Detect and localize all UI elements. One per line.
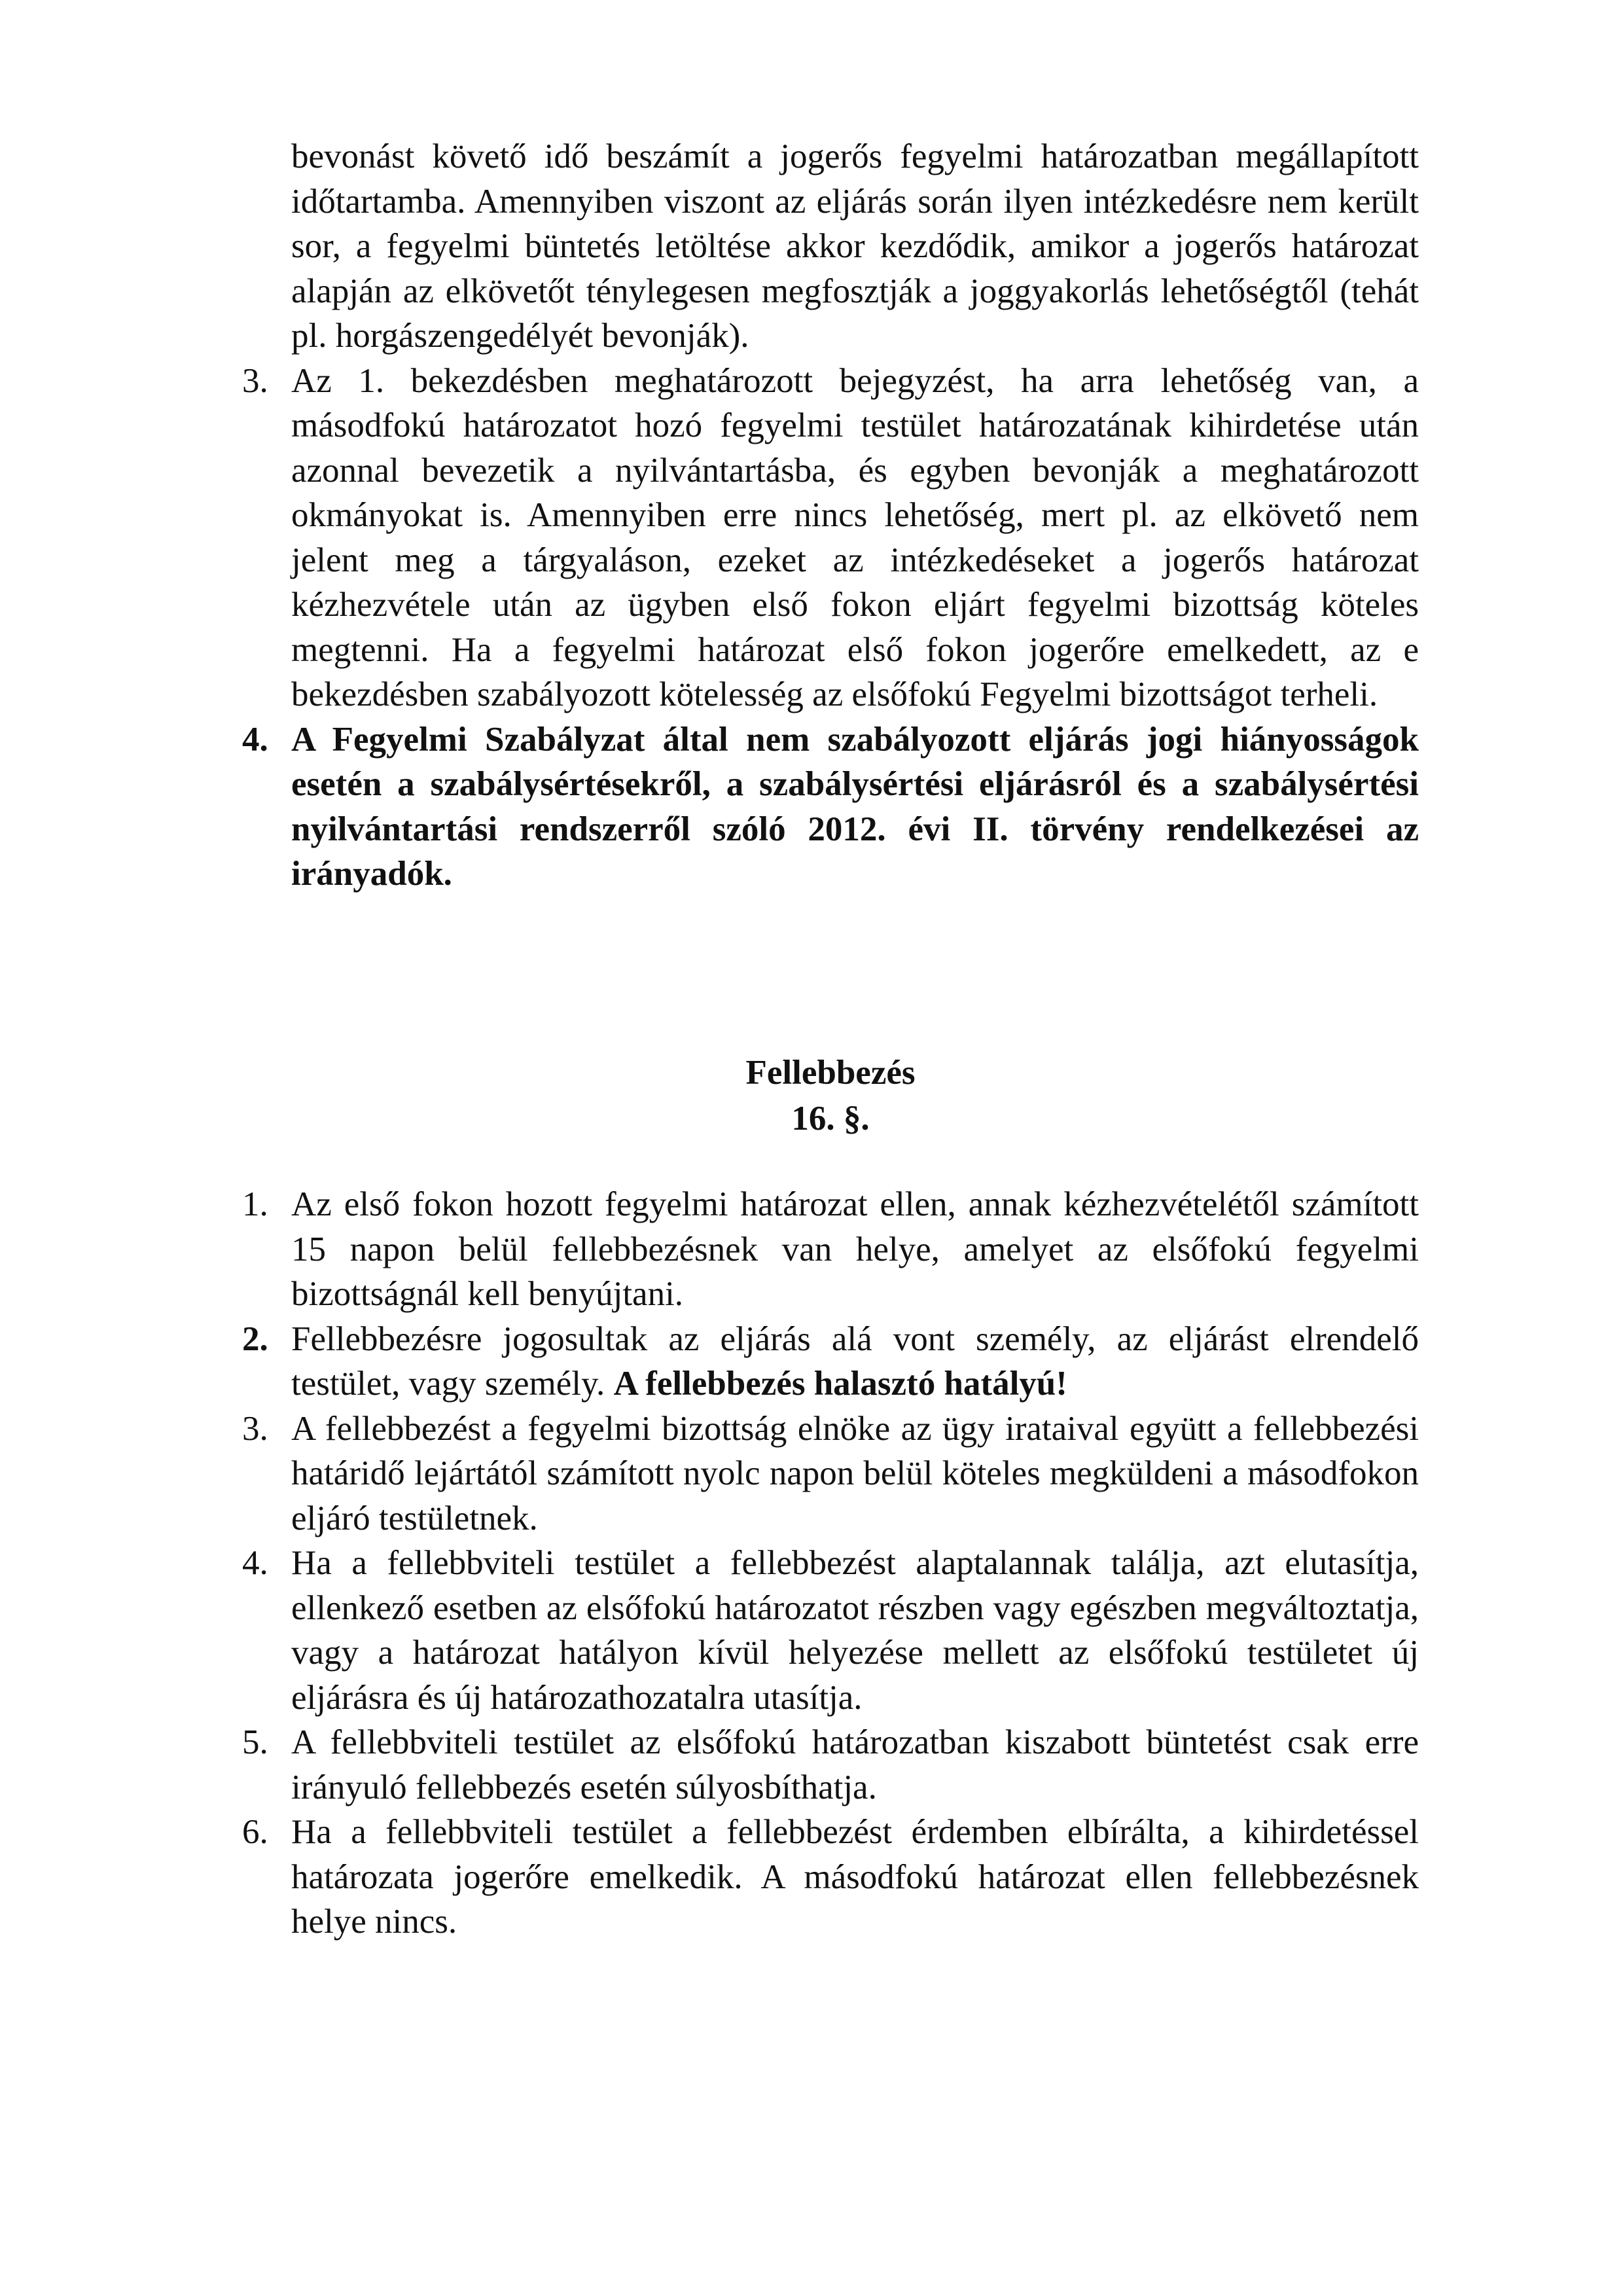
list-item-3	[242, 1407, 1419, 1541]
list-item-4	[242, 1541, 1419, 1720]
list-item-text: A fellebbviteli testület az elsőfokú határozatban kiszabott büntetést csak erre irányuló fellebbezés esetén súlyosbíthatja.	[291, 1723, 1419, 1806]
list-item-4	[242, 717, 1419, 897]
top-section	[242, 134, 1419, 897]
list-item-number: 5.	[242, 1723, 268, 1761]
section-title: Fellebbezés	[745, 1054, 916, 1092]
list-item-5	[242, 1720, 1419, 1810]
list-item-text: Az 1. bekezdésben meghatározott bejegyzést, ha arra lehetőség van, a másodfokú határozatot hozó fegyelmi testület határozatának kihirdetése után azonnal bevezetik a nyilvántartásba, és egyben bevonják a meghatározott okmányokat is. Amennyiben erre nincs lehetőség, mert pl. az elkövető nem jelent meg a tárgyaláson, ezeket az intézkedéseket a jogerős határozat kézhezvétele után az ügyben első fokon eljárt fegyelmi bizottság köteles megtenni. Ha a fegyelmi határozat első fokon jogerőre emelkedett, az e bekezdésben szabályozott kötelesség az elsőfokú Fegyelmi bizottságot terheli.	[291, 361, 1419, 713]
list-item-1	[242, 1182, 1419, 1317]
section-paragraph-number: 16. §.	[791, 1100, 870, 1138]
list-item-number: 2.	[242, 1319, 268, 1358]
list-item-2	[242, 1317, 1419, 1407]
list-item-number: 4.	[242, 720, 268, 759]
list-item-text: Az első fokon hozott fegyelmi határozat ellen, annak kézhezvételétől számított 15 napon belül fellebbezésnek van helye, amelyet az elsőfokú fegyelmi bizottságnál kell benyújtani.	[291, 1185, 1419, 1313]
list-item-text: Ha a fellebbviteli testület a fellebbezést érdemben elbírálta, a kihirdetéssel határozata jogerőre emelkedik. A másodfokú határozat ellen fellebbezésnek helye nincs.	[291, 1813, 1419, 1941]
continuation-paragraph: bevonást követő idő beszámít a jogerős fegyelmi határozatban megállapított időtartamba. Amennyiben viszont az eljárás során ilyen intézkedésre nem került sor, a fegyelmi büntetés letöltése akkor kezdődik, amikor a jogerős határozat alapján az elkövetőt ténylegesen megfosztják a joggyakorlás lehetőségtől (tehát pl. horgászengedélyét bevonják).	[291, 137, 1419, 355]
section-heading	[242, 1050, 1419, 1141]
list-item-text: A fellebbezést a fegyelmi bizottság elnöke az ügy irataival együtt a fellebbezési határidő lejártától számított nyolc napon belül köteles megküldeni a másodfokon eljáró testületnek.	[291, 1409, 1419, 1537]
list-item-text: A Fegyelmi Szabályzat által nem szabályozott eljárás jogi hiányosságok esetén a szabálysértésekről, a szabálysértési eljárásról és a szabálysértési nyilvántartási rendszerről szóló 2012. évi II. törvény rendelkezései az irányadók.	[291, 720, 1419, 893]
list-item-number: 1.	[242, 1185, 268, 1223]
list-item-number: 3.	[242, 1409, 268, 1448]
list-item-number: 3.	[242, 361, 268, 400]
list-item-text: Fellebbezésre jogosultak az eljárás alá vont személy, az eljárást elrendelő testület, vagy személy.	[291, 1319, 1419, 1403]
appeal-section	[242, 1182, 1419, 1945]
list-item-emphasis: A fellebbezés halasztó hatályú!	[613, 1365, 1067, 1403]
list-item-text: Ha a fellebbviteli testület a fellebbezést alaptalannak találja, azt elutasítja, ellenkező esetben az elsőfokú határozatot részben vagy egészben megváltoztatja, vagy a határozat hatályon kívül helyezése mellett az elsőfokú testületet új eljárásra és új határozathozatalra utasítja.	[291, 1544, 1419, 1717]
list-item-number: 6.	[242, 1813, 268, 1851]
list-item-number: 4.	[242, 1544, 268, 1582]
list-item-3	[242, 359, 1419, 717]
list-item-6	[242, 1810, 1419, 1945]
